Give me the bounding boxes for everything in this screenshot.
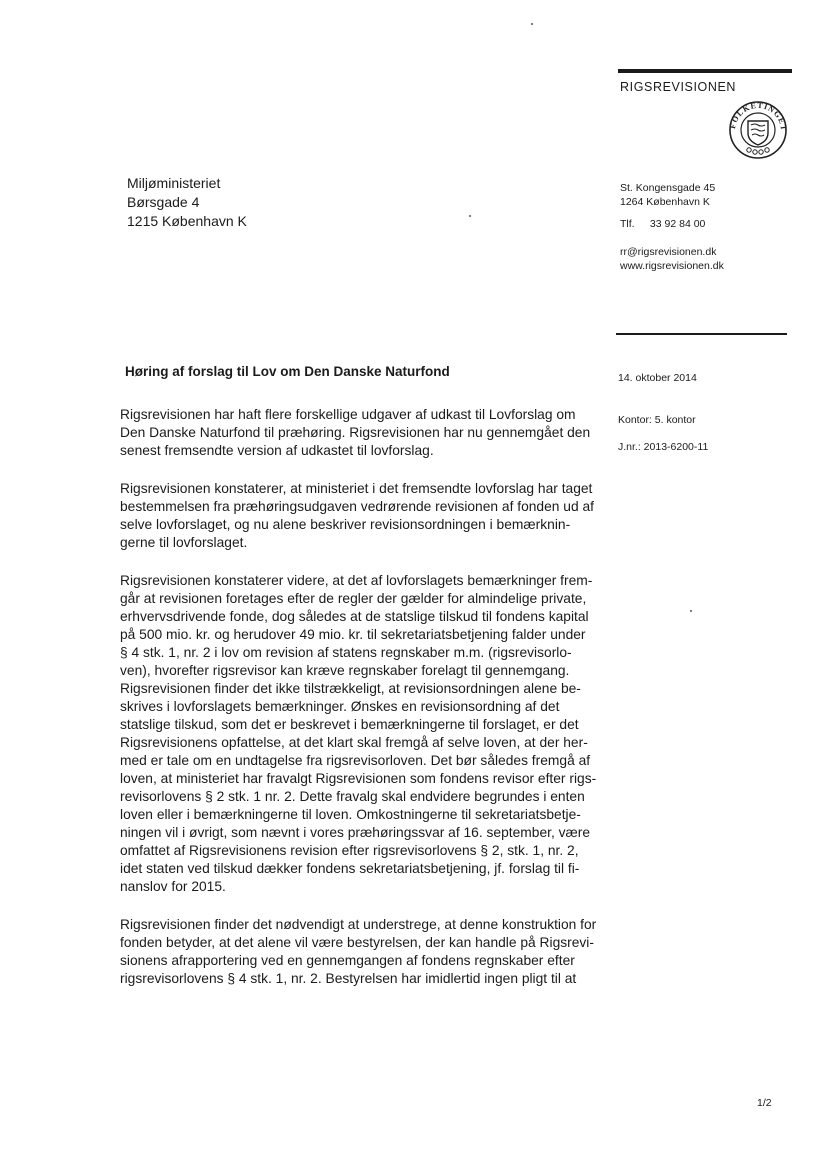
- letter-office: Kontor: 5. kontor: [618, 414, 696, 426]
- body-line: med er tale om en undtagelse fra rigsrevisorloven. Det bør således fremgå af: [120, 753, 591, 768]
- body-line: ven), hvorefter rigsrevisor kan kræve regnskaber forelagt til gennemgang.: [120, 663, 570, 678]
- body-line: Rigsrevisionen konstaterer, at ministeriet i det fremsendte lovforslag har taget: [120, 481, 593, 496]
- body-line: Rigsrevisionen konstaterer videre, at det af lovforslagets bemærkninger frem-: [120, 573, 593, 588]
- sender-contact-block: [620, 181, 724, 273]
- body-line: omfattet af Rigsrevisionens revision efter rigsrevisorlovens § 2, stk. 1, nr. 2,: [120, 843, 579, 858]
- body-line: skrives i lovforslagets bemærkninger. Ønskes en revisionsordning af det: [120, 699, 560, 714]
- body-line: selve lovforslaget, og nu alene beskriver revisionsordningen i bemærknin-: [120, 517, 571, 532]
- sender-street: St. Kongensgade 45: [620, 182, 716, 194]
- body-paragraph: [120, 406, 590, 460]
- sender-website: www.rigsrevisionen.dk: [620, 260, 724, 272]
- body-line: gerne til lovforslaget.: [120, 535, 248, 550]
- body-line: på 500 mio. kr. og herudover 49 mio. kr. til sekretariatsbetjening falder under: [120, 627, 586, 642]
- sender-email: rr@rigsrevisionen.dk: [620, 246, 717, 258]
- body-line: Rigsrevisionen har haft flere forskellige udgaver af udkast til Lovforslag om: [120, 407, 576, 422]
- body-line: Rigsrevisionen finder det ikke tilstrækkeligt, at revisionsordningen alene be-: [120, 681, 581, 696]
- letter-body: [120, 406, 597, 1008]
- journal-number: J.nr.: 2013-6200-11: [618, 441, 709, 453]
- page-number: 1/2: [757, 1097, 772, 1109]
- body-line: Rigsrevisionens opfattelse, at det klart skal fremgå af selve loven, at der her-: [120, 735, 588, 750]
- sender-postal: 1264 København K: [620, 196, 710, 208]
- body-line: erhvervsdrivende fonde, dog således at de statslige tilskud til fondens kapital: [120, 609, 589, 624]
- scan-speck: [531, 23, 533, 25]
- body-line: rigsrevisorlovens § 4 stk. 1, nr. 2. Bestyrelsen har imidlertid ingen pligt til at: [120, 971, 577, 986]
- letterhead-rule: [618, 69, 792, 73]
- body-line: § 4 stk. 1, nr. 2 i lov om revision af statens regnskaber m.m. (rigsrevisorlo-: [120, 645, 572, 660]
- body-line: statslige tilskud, som det er beskrevet i bemærkningerne til forslaget, er det: [120, 717, 579, 732]
- phone-label: Tlf.: [620, 218, 635, 230]
- organization-name: RIGSREVISIONEN: [620, 80, 737, 94]
- body-line: loven, at ministeriet har fravalgt Rigsrevisionen som fondens revisor efter rigs-: [120, 771, 597, 786]
- body-line: bestemmelsen fra præhøringsudgaven vedrørende revisionen af fonden ud af: [120, 499, 594, 514]
- body-line: nanslov for 2015.: [120, 879, 226, 894]
- sender-phone-row: [620, 217, 724, 231]
- body-line: Den Danske Naturfond til præhøring. Rigsrevisionen har nu gennemgået den: [120, 425, 591, 440]
- recipient-street: Børsgade 4: [127, 194, 200, 210]
- body-line: fonden betyder, at det alene vil være bestyrelsen, der kan handle på Rigsrevi-: [120, 935, 594, 950]
- phone-number: 33 92 84 00: [649, 218, 706, 230]
- body-line: sionens afrapportering ved en gennemgangen af fondens regnskaber efter: [120, 953, 575, 968]
- body-line: senest fremsendte version af udkastet til lovforslag.: [120, 443, 434, 458]
- body-line: ningen vil i øvrigt, som nævnt i vores præhøringssvar af 16. september, være: [120, 825, 591, 840]
- scan-speck: [690, 610, 692, 612]
- body-paragraph: [120, 916, 597, 988]
- body-paragraph: [120, 572, 597, 896]
- body-line: Rigsrevisionen finder det nødvendigt at understrege, at denne konstruktion for: [120, 917, 597, 932]
- recipient-city: 1215 København K: [127, 213, 247, 229]
- body-paragraph: [120, 480, 594, 552]
- letter-subject: Høring af forslag til Lov om Den Danske Naturfond: [125, 364, 450, 379]
- body-line: idet staten ved tilskud dækker fondens sekretariatsbetjening, jf. forslag til fi-: [120, 861, 580, 876]
- recipient-address: [127, 174, 247, 231]
- body-line: loven eller i bemærkningerne til loven. Omkostningerne til sekretariatsbetje-: [120, 807, 581, 822]
- folketinget-seal-logo: [725, 97, 791, 159]
- sidebar-divider: [616, 333, 787, 335]
- recipient-name: Miljøministeriet: [127, 175, 221, 191]
- sender-online-contact: [620, 245, 724, 273]
- letter-date: 14. oktober 2014: [618, 372, 697, 384]
- scan-speck: [469, 215, 471, 217]
- body-line: går at revisionen foretages efter de regler der gælder for almindelige private,: [120, 591, 587, 606]
- body-line: revisorlovens § 2 stk. 1 nr. 2. Dette fravalg skal endvidere begrundes i enten: [120, 789, 585, 804]
- svg-text:FOLKETINGET: FOLKETINGET: [728, 100, 789, 132]
